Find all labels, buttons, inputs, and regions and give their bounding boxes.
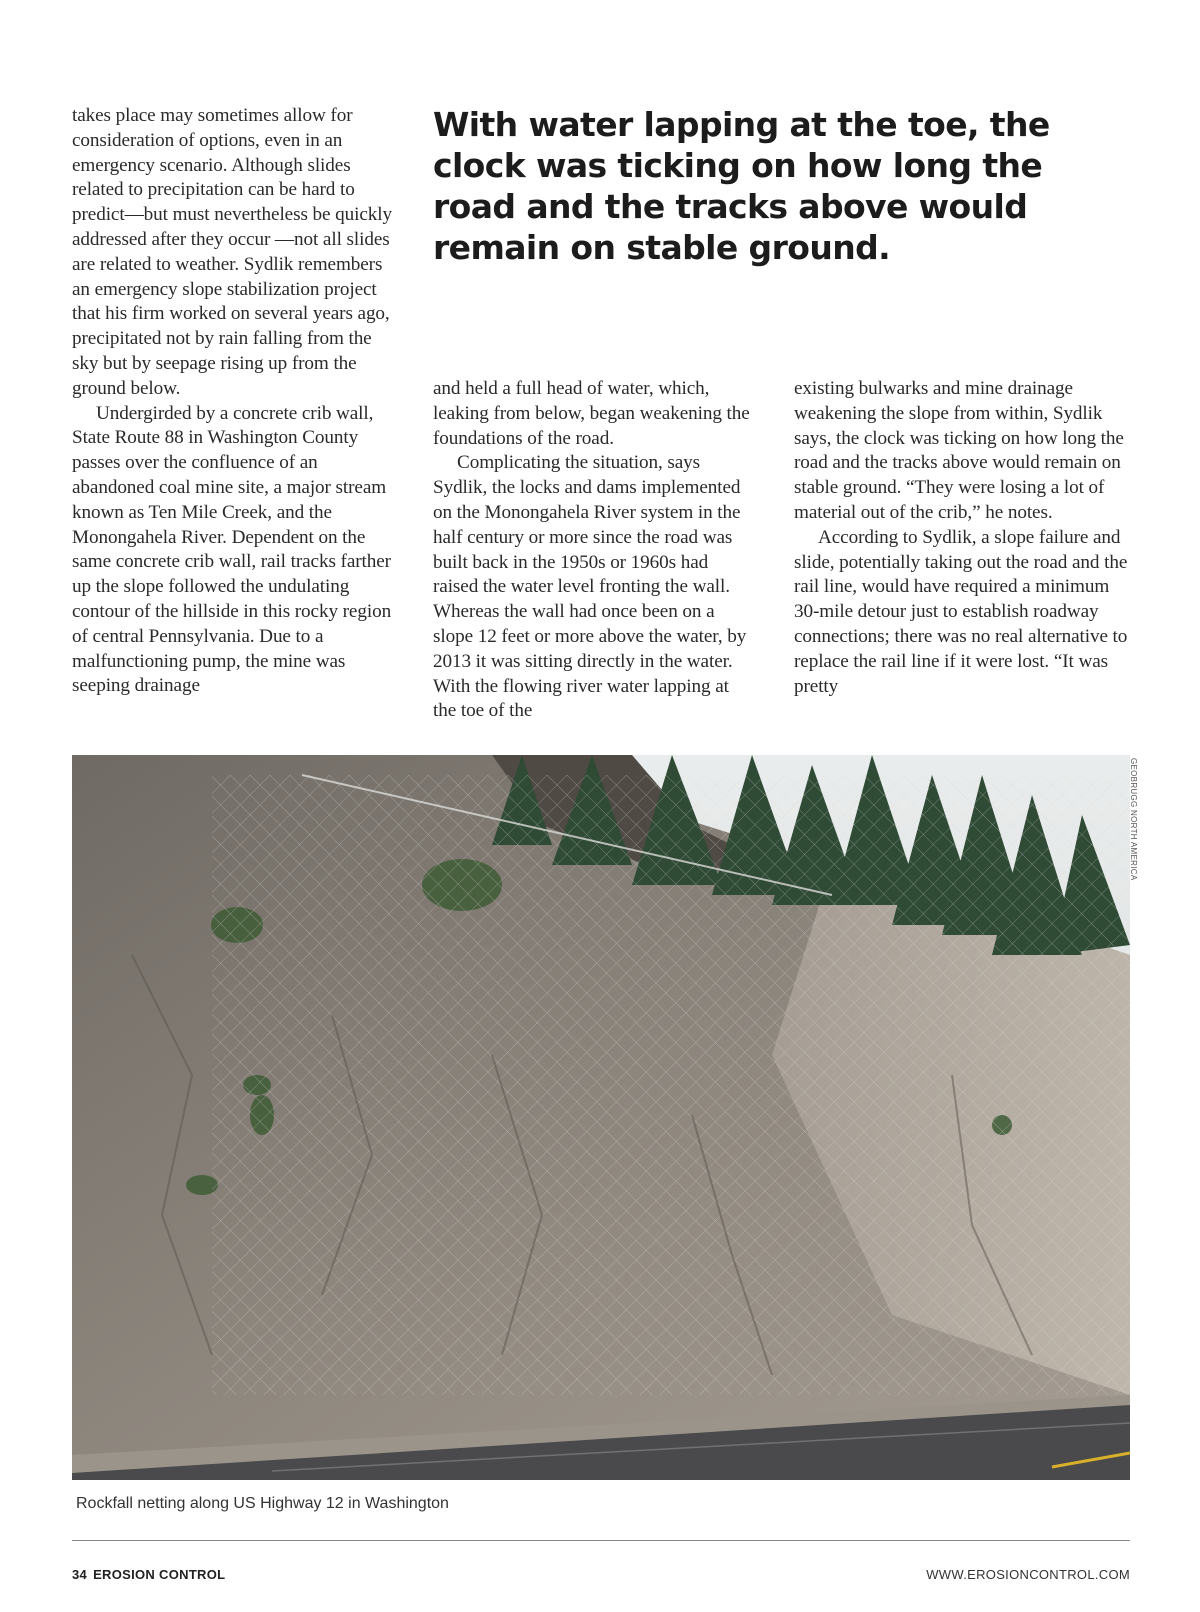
rockfall-netting — [212, 775, 1130, 1395]
page-number: 34 — [72, 1567, 88, 1582]
article-column-3 — [794, 377, 1130, 699]
paragraph: According to Sydlik, a slope failure and slide, potentially taking out the road and the rail line, would have required a minimum 30-mile detour just to establish roadway connections; there was no real alternative to replace the rail line if it were lost. “It was pretty — [794, 526, 1128, 697]
paragraph: existing bulwarks and mine drainage weakening the slope from within, Sydlik says, the clock was ticking on how long the road and the tracks above would remain on stable ground. “They were losing a lot of material out of the crib,” he notes. — [794, 378, 1124, 523]
magazine-name: EROSION CONTROL — [93, 1567, 226, 1582]
photo-credit: GEOBRUGG NORTH AMERICA — [1129, 758, 1138, 881]
rockfall-netting-photo — [72, 755, 1130, 1480]
paragraph: Complicating the situation, says Sydlik, the locks and dams implemented on the Monongahela River system in the half century or more since the road was built back in the 1950s or 1960s had raised the water level fronting the wall. Whereas the wall had once been on a slope 12 feet or more above the water, by 2013 it was sitting directly in the water. With the flowing river water lapping at the toe of the — [433, 452, 747, 722]
page-folio — [72, 1567, 225, 1582]
paragraph: takes place may sometimes allow for consideration of options, even in an emergency scenario. Although slides related to precipitation can be hard to predict—but must nevertheless be quickly addressed after they occur —not all slides are related to weather. Sydlik remembers an emergency slope stabilization project that his firm worked on several years ago, precipitated not by rain falling from the sky but by seepage rising up from the ground below. — [72, 105, 392, 399]
photo-illustration — [72, 755, 1130, 1480]
article-column-2 — [433, 377, 755, 724]
paragraph: and held a full head of water, which, leaking from below, began weakening the foundations of the road. — [433, 378, 750, 449]
website-url: WWW.EROSIONCONTROL.COM — [926, 1567, 1130, 1582]
photo-caption: Rockfall netting along US Highway 12 in Washington — [76, 1495, 449, 1512]
paragraph: Undergirded by a concrete crib wall, State Route 88 in Washington County passes over the confluence of an abandoned coal mine site, a major stream known as Ten Mile Creek, and the Monongahela River. Dependent on the same concrete crib wall, rail tracks farther up the slope followed the undulating contour of the hillside in this rocky region of central Pennsylvania. Due to a malfunctioning pump, the mine was seeping drainage — [72, 402, 392, 697]
pull-quote: With water lapping at the toe, the clock was ticking on how long the road and the tracks above would remain on stable ground. — [433, 105, 1050, 267]
article-column-1 — [72, 104, 394, 699]
footer-divider — [72, 1540, 1130, 1541]
